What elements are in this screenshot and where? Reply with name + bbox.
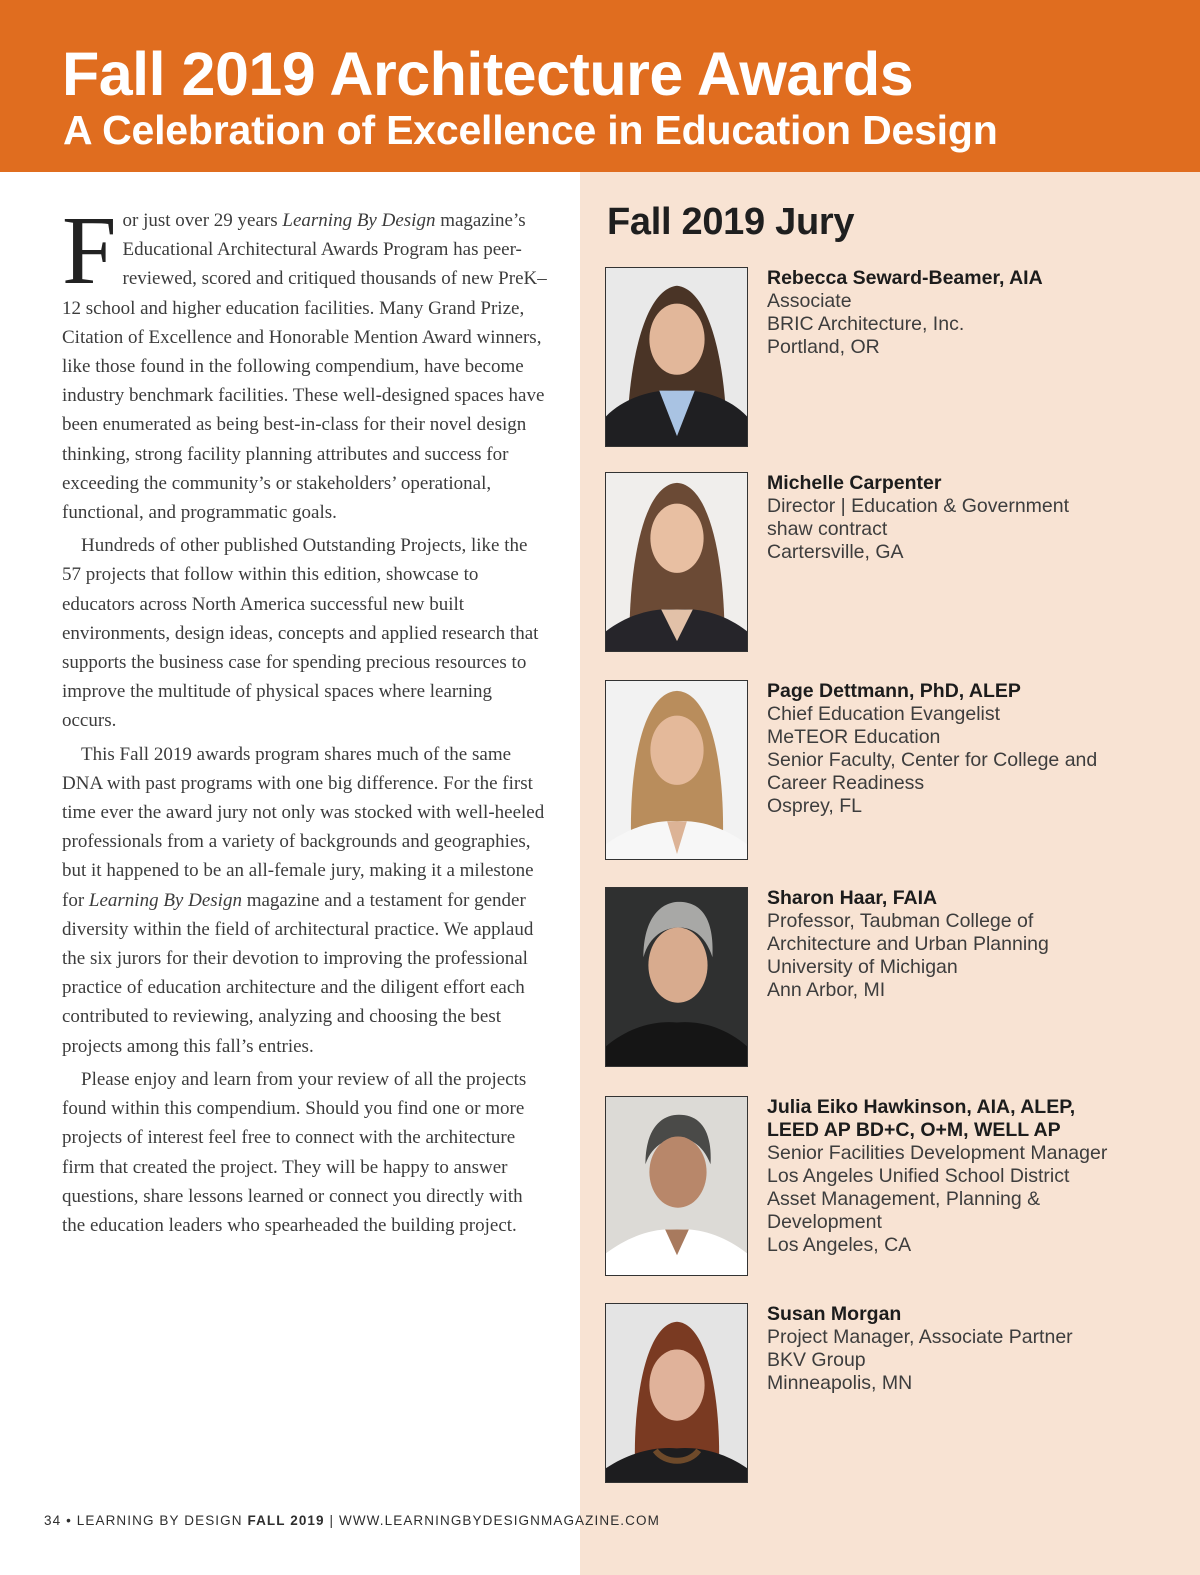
juror-detail: Chief Education Evangelist [767, 703, 1001, 725]
juror-detail: Portland, OR [767, 336, 880, 358]
juror-detail: MeTEOR Education [767, 726, 941, 748]
juror-detail: BRIC Architecture, Inc. [767, 313, 965, 335]
footer-separator: | [329, 1513, 335, 1528]
website-url: WWW.LEARNINGBYDESIGNMAGAZINE.COM [338, 1513, 660, 1528]
juror-detail: Career Readiness [767, 772, 925, 794]
page-number: 34 [44, 1513, 62, 1528]
juror-name: Page Dettmann, PhD, ALEP [767, 680, 1021, 702]
article-paragraph-2: Hundreds of other published Outstanding Projects, like the 57 projects that follow within this edition, showcase to educators across North America successful new built environments, design ideas, concepts and applied research that supports the business case for spending precious resources to improve the multitude of physical spaces where learning occurs. [62, 535, 539, 732]
header-banner [0, 0, 1200, 172]
article-body [62, 197, 550, 1244]
juror-photo [605, 472, 748, 652]
magazine-name: Learning By Design [88, 889, 242, 911]
juror-photo [605, 887, 748, 1067]
juror-photo [605, 267, 748, 447]
juror-detail: Associate [767, 290, 852, 312]
juror-detail: Director | Education & Government [767, 495, 1070, 517]
portrait-image [606, 1304, 747, 1482]
juror-info [767, 1303, 1167, 1395]
drop-cap: F [62, 197, 117, 305]
juror-name: LEED AP BD+C, O+M, WELL AP [767, 1119, 1061, 1141]
juror-name: Susan Morgan [767, 1303, 902, 1325]
article-text: This Fall 2019 awards program shares much of the same DNA with past programs with one big difference. For the first time ever the award jury not only was stocked with well-heeled professionals from a variety of backgrounds and geographies, but it happened to be an all-female jury, making it a milestone for [62, 743, 545, 911]
page-title: Fall 2019 Architecture Awards [62, 40, 914, 108]
juror-detail: BKV Group [767, 1349, 866, 1371]
juror-info [767, 1096, 1167, 1257]
juror-detail: Ann Arbor, MI [767, 979, 886, 1001]
article-paragraph-4: Please enjoy and learn from your review of all the projects found within this compendium. Should you find one or more projects of interest feel free to connect with the architecture firm that created the project. They will be happy to answer questions, share lessons learned or connect you directly with the education leaders who spearheaded the building project. [62, 1068, 527, 1236]
juror-name: Michelle Carpenter [767, 472, 942, 494]
juror-name: Rebecca Seward-Beamer, AIA [767, 267, 1043, 289]
juror-detail: University of Michigan [767, 956, 958, 978]
article-text: or just over 29 years [122, 210, 283, 231]
footer-bullet: • [66, 1513, 72, 1528]
juror-name: Sharon Haar, FAIA [767, 887, 938, 909]
juror-detail: Osprey, FL [767, 795, 862, 817]
juror-photo [605, 1096, 748, 1276]
page-footer [44, 1513, 660, 1528]
magazine-title: LEARNING BY DESIGN [76, 1513, 243, 1528]
issue-label: FALL 2019 [247, 1513, 325, 1528]
magazine-name: Learning By Design [282, 210, 436, 231]
article-paragraph-3 [62, 740, 550, 1061]
juror-name: Julia Eiko Hawkinson, AIA, ALEP, [767, 1096, 1076, 1118]
juror-detail: Project Manager, Associate Partner [767, 1326, 1073, 1348]
juror-detail: Architecture and Urban Planning [767, 933, 1049, 955]
juror-photo [605, 1303, 748, 1483]
juror-info [767, 680, 1167, 818]
juror-detail: Senior Faculty, Center for College and [767, 749, 1098, 771]
portrait-image [606, 681, 747, 859]
portrait-image [606, 473, 747, 651]
jury-heading: Fall 2019 Jury [607, 201, 855, 243]
portrait-image [606, 888, 747, 1066]
juror-detail: Senior Facilities Development Manager [767, 1142, 1108, 1164]
juror-detail: Los Angeles Unified School District [767, 1165, 1070, 1187]
article-paragraph-1 [62, 197, 550, 527]
page-subtitle: A Celebration of Excellence in Education Design [63, 107, 998, 153]
juror-photo [605, 680, 748, 860]
juror-detail: Professor, Taubman College of [767, 910, 1034, 932]
portrait-image [606, 268, 747, 446]
juror-info [767, 887, 1167, 1002]
juror-detail: Los Angeles, CA [767, 1234, 912, 1256]
juror-detail: Development [767, 1211, 882, 1233]
juror-detail: Asset Management, Planning & [767, 1188, 1041, 1210]
juror-detail: Minneapolis, MN [767, 1372, 913, 1394]
article-text: magazine and a testament for gender diversity within the field of architectural practice. We applaud the six jurors for their devotion to improving the professional practice of education architecture and the diligent effort each contributed to reviewing, analyzing and choosing the best projects among this fall’s entries. [62, 889, 534, 1057]
juror-detail: Cartersville, GA [767, 541, 904, 563]
juror-detail: shaw contract [767, 518, 888, 540]
article-text: magazine’s Educational Architectural Awards Program has peer-reviewed, scored and critiqued thousands of new PreK–12 school and higher education facilities. Many Grand Prize, Citation of Excellence and Honorable Mention Award winners, like those found in the following compendium, have become industry benchmark facilities. These well-designed spaces have been enumerated as being best-in-class for their novel design thinking, strong facility planning attributes and success for exceeding the community’s or stakeholders’ operational, functional, and programmatic goals. [62, 210, 547, 524]
juror-info [767, 472, 1167, 564]
juror-info [767, 267, 1167, 359]
portrait-image [606, 1097, 747, 1275]
